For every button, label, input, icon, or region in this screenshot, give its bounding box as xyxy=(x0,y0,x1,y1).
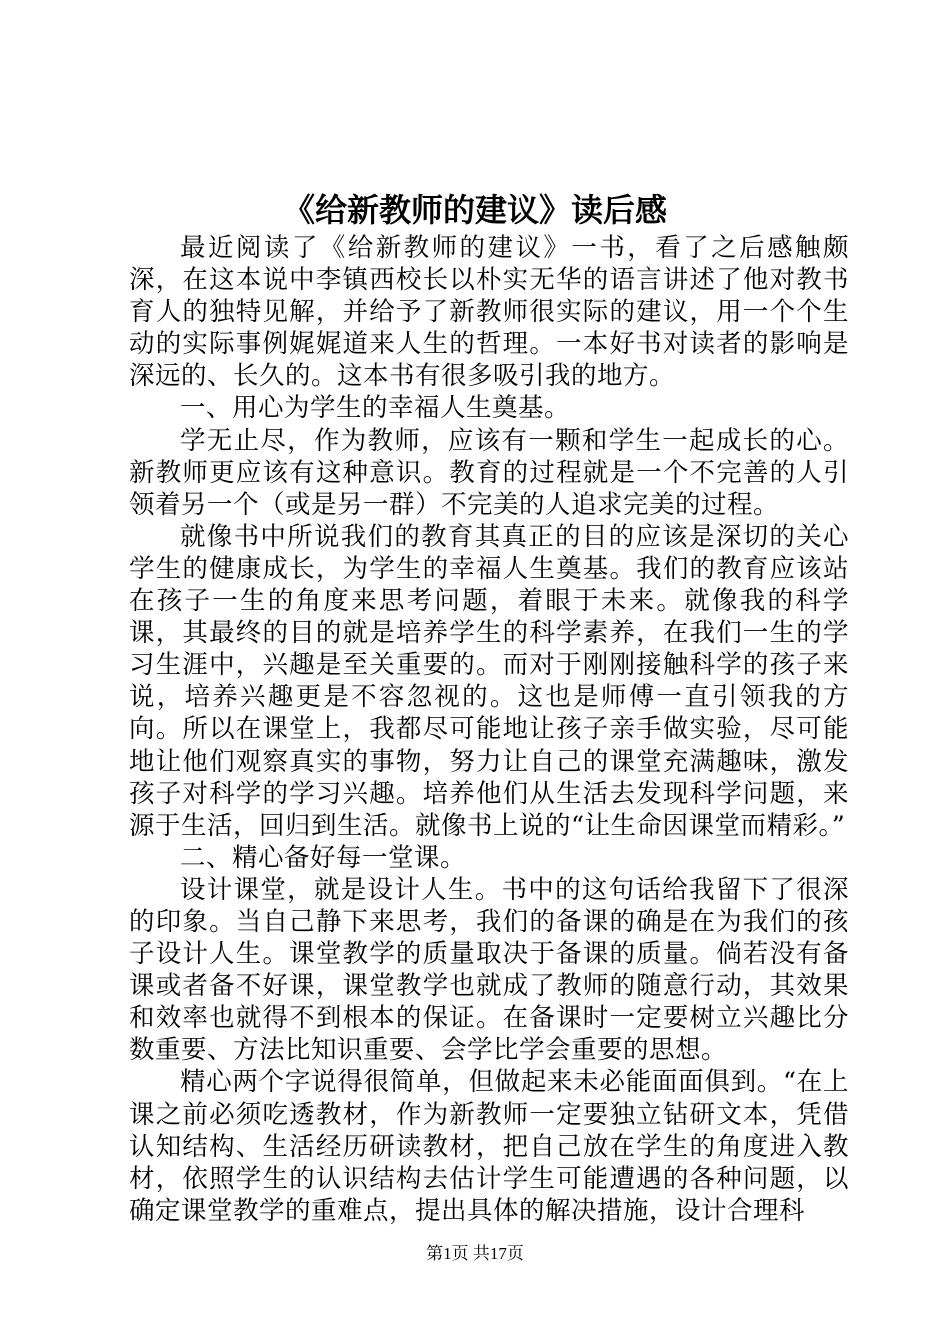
paragraph: 精心两个字说得很简单，但做起来未必能面面俱到。“在上课之前必须吃透教材，作为新教师一定要独立钻研文本，凭借认知结构、生活经历研读教材，把自己放在学生的角度进入教材，依照学生的认识结构去估计学生可能遭遇的各种问题，以确定课堂教学的重难点，提出具体的解决措施，设计合理科 xyxy=(129,1067,849,1226)
section-heading-1: 一、用心为学生的幸福人生奠基。 xyxy=(180,393,571,424)
document-title: 《给新教师的建议》读后感 xyxy=(282,191,667,229)
paragraph: 设计课堂，就是设计人生。书中的这句话给我留下了很深的印象。当自己静下来思考，我们的备课的确是在为我们的孩子设计人生。课堂教学的质量取决于备课的质量。倘若没有备课或者备不好课，课堂教学也就成了教师的随意行动，其效果和效率也就得不到根本的保证。在备课时一定要树立兴趣比分数重要、方法比知识重要、会学比学会重要的思想。 xyxy=(129,874,849,1066)
paragraph: 就像书中所说我们的教育其真正的目的应该是深切的关心学生的健康成长，为学生的幸福人生奠基。我们的教育应该站在孩子一生的角度来思考问题，着眼于未来。就像我的科学课，其最终的目的就是培养学生的科学素养，在我们一生的学习生涯中，兴趣是至关重要的。而对于刚刚接触科学的孩子来说，培养兴趣更是不容忽视的。这也是师傅一直引领我的方向。所以在课堂上，我都尽可能地让孩子亲手做实验，尽可能地让他们观察真实的事物，努力让自己的课堂充满趣味，激发孩子对科学的学习兴趣。培养他们从生活去发现科学问题，来源于生活，回归到生活。就像书上说的“让生命因课堂而精彩。” xyxy=(129,521,849,841)
document-body xyxy=(129,232,849,1227)
paragraph: 学无止尽，作为教师，应该有一颗和学生一起成长的心。新教师更应该有这种意识。教育的过程就是一个不完善的人引领着另一个（或是另一群）不完美的人追求完美的过程。 xyxy=(129,425,849,520)
page-number-footer: 第1页 共17页 xyxy=(426,1244,524,1263)
paragraph-intro: 最近阅读了《给新教师的建议》一书，看了之后感触颇深，在这本说中李镇西校长以朴实无华的语言讲述了他对教书育人的独特见解，并给予了新教师很实际的建议，用一个个生动的实际事例娓娓道来人生的哲理。一本好书对读者的影响是深远的、长久的。这本书有很多吸引我的地方。 xyxy=(129,233,849,392)
section-heading-2: 二、精心备好每一堂课。 xyxy=(180,842,467,873)
